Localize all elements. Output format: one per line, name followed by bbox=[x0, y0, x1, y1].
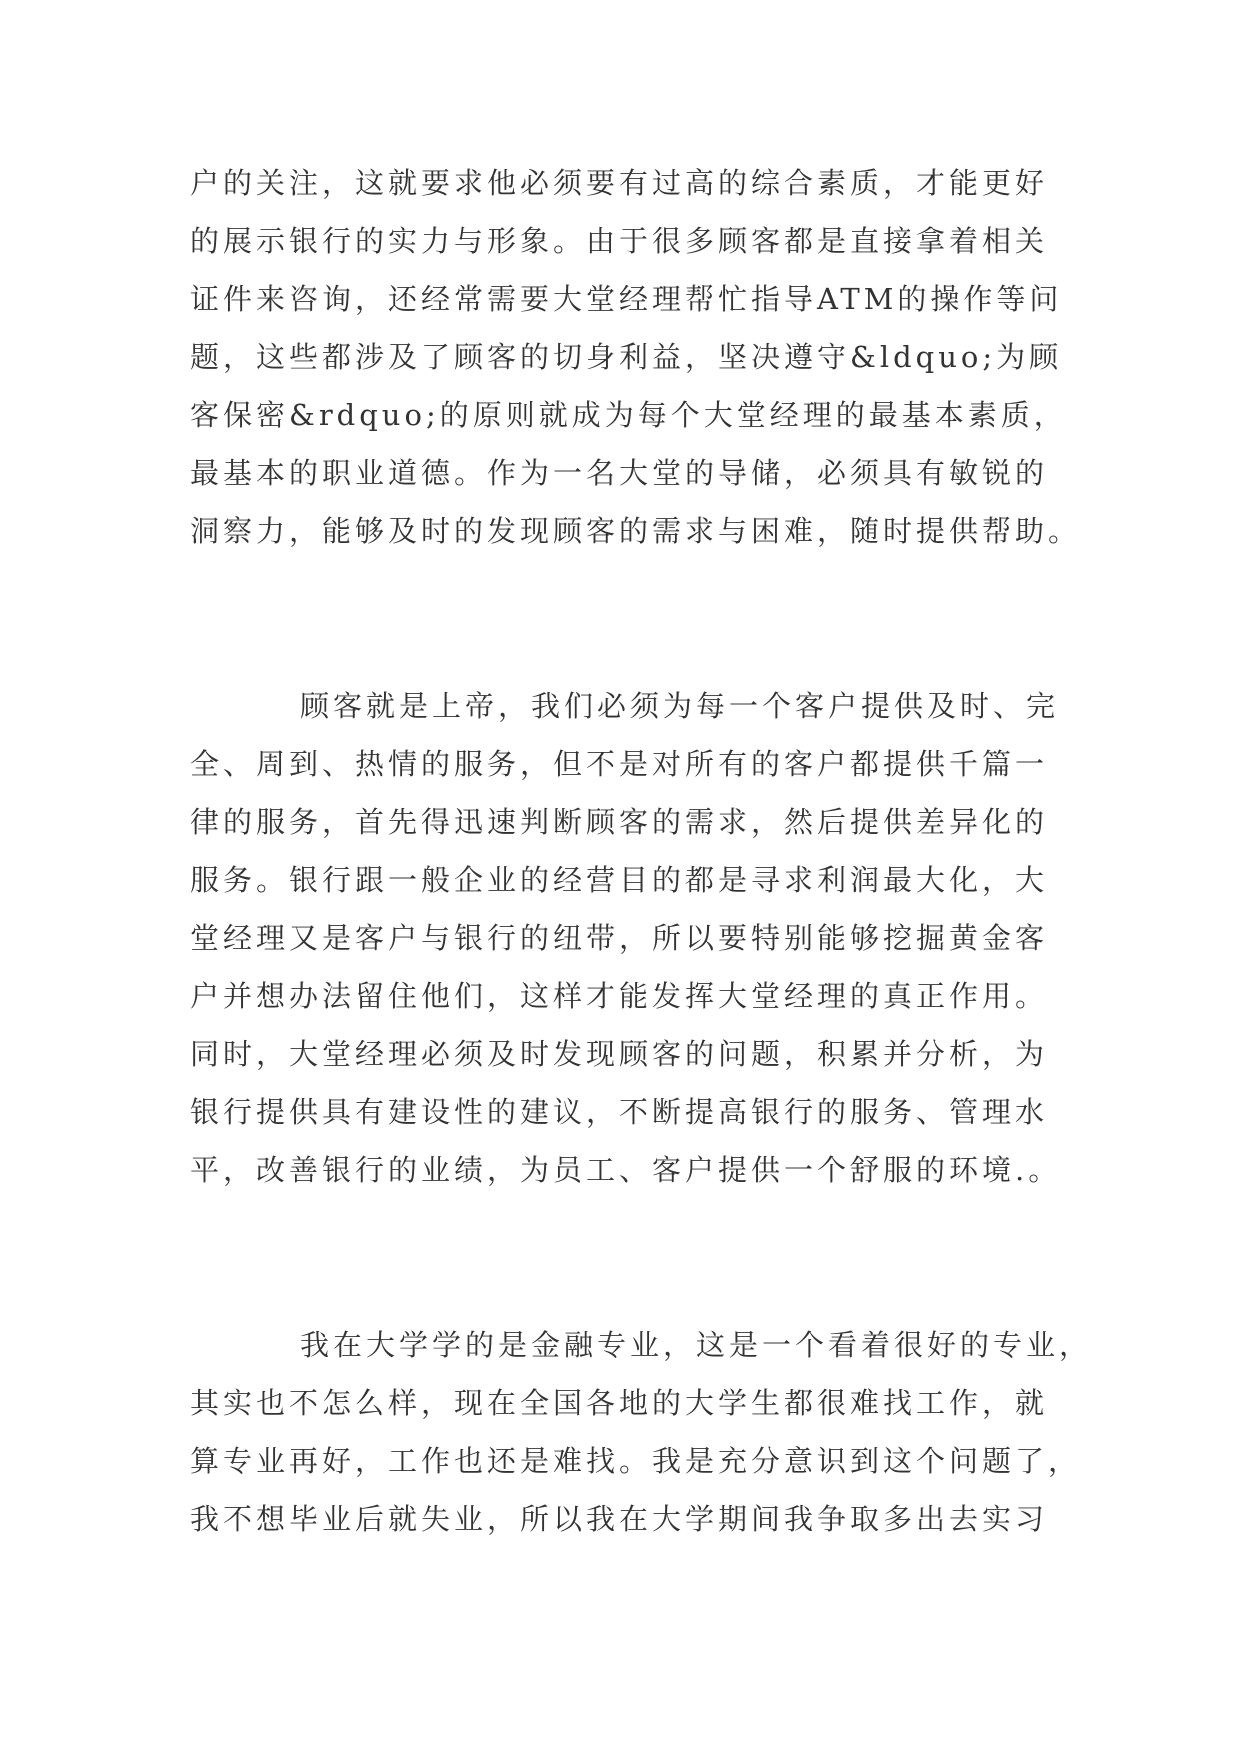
text-line: 题，这些都涉及了顾客的切身利益，坚决遵守&ldquo;为顾 bbox=[190, 340, 1063, 374]
text-line: 我在大学学的是金融专业，这是一个看着很好的专业， bbox=[300, 1328, 1093, 1362]
text-line: 堂经理又是客户与银行的纽带，所以要特别能够挖掘黄金客 bbox=[190, 921, 1049, 955]
text-line: 顾客就是上帝，我们必须为每一个客户提供及时、完 bbox=[300, 689, 1060, 723]
text-line: 最基本的职业道德。作为一名大堂的导储，必须具有敏锐的 bbox=[190, 456, 1049, 490]
text-line: 算专业再好，工作也还是难找。我是充分意识到这个问题了， bbox=[190, 1444, 1082, 1478]
text-line: 客保密&rdquo;的原则就成为每个大堂经理的最基本素质， bbox=[190, 398, 1067, 432]
text-line: 的展示银行的实力与形象。由于很多顾客都是直接拿着相关 bbox=[190, 224, 1049, 258]
text-line: 洞察力，能够及时的发现顾客的需求与困难，随时提供帮助。 bbox=[190, 514, 1082, 548]
text-line: 同时，大堂经理必须及时发现顾客的问题，积累并分析，为 bbox=[190, 1037, 1049, 1071]
text-line: 律的服务，首先得迅速判断顾客的需求，然后提供差异化的 bbox=[190, 805, 1049, 839]
text-line: 其实也不怎么样，现在全国各地的大学生都很难找工作，就 bbox=[190, 1386, 1049, 1420]
text-line: 我不想毕业后就失业，所以我在大学期间我争取多出去实习 bbox=[190, 1502, 1049, 1536]
text-line: 户的关注，这就要求他必须要有过高的综合素质，才能更好 bbox=[190, 166, 1049, 200]
text-line: 证件来咨询，还经常需要大堂经理帮忙指导ATM的操作等问 bbox=[190, 282, 1063, 316]
text-line: 全、周到、热情的服务，但不是对所有的客户都提供千篇一 bbox=[190, 747, 1049, 781]
text-line: 银行提供具有建设性的建议，不断提高银行的服务、管理水 bbox=[190, 1095, 1049, 1129]
text-line: 平，改善银行的业绩，为员工、客户提供一个舒服的环境.。 bbox=[190, 1153, 1062, 1187]
text-line: 服务。银行跟一般企业的经营目的都是寻求利润最大化，大 bbox=[190, 863, 1049, 897]
text-line: 户并想办法留住他们，这样才能发挥大堂经理的真正作用。 bbox=[190, 979, 1049, 1013]
